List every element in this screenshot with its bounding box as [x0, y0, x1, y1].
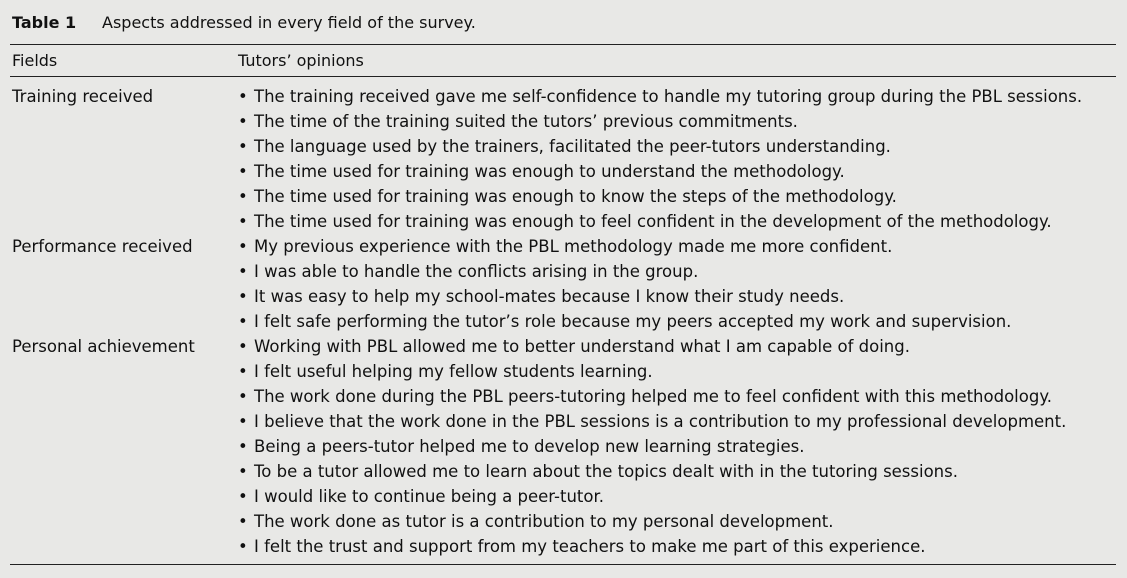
opinion-text: To be a tutor allowed me to learn about the topics dealt with in the tutoring sessions.: [254, 462, 958, 481]
table-header-row: [0, 50, 1127, 72]
bullet-icon: •: [238, 212, 248, 231]
opinion-text: The time used for training was enough to know the steps of the methodology.: [254, 187, 897, 206]
bullet-icon: •: [238, 462, 248, 481]
bullet-icon: •: [238, 512, 248, 531]
table-caption: [12, 12, 476, 34]
opinion-text: The time of the training suited the tutors’ previous commitments.: [254, 112, 798, 131]
field-group: [0, 334, 1127, 559]
bullet-icon: •: [238, 262, 248, 281]
opinion-item: [238, 359, 1127, 384]
opinion-text: I believe that the work done in the PBL sessions is a contribution to my professional development.: [254, 412, 1067, 431]
opinion-item: [238, 459, 1127, 484]
opinion-text: Being a peers-tutor helped me to develop new learning strategies.: [254, 437, 805, 456]
opinion-text: Working with PBL allowed me to better understand what I am capable of doing.: [254, 337, 910, 356]
header-tutors-opinions: Tutors’ opinions: [238, 51, 364, 70]
field-name: Personal achievement: [12, 337, 195, 356]
bullet-icon: •: [238, 537, 248, 556]
opinion-text: I would like to continue being a peer-tutor.: [254, 487, 604, 506]
opinion-item: [238, 84, 1127, 109]
opinion-text: The time used for training was enough to feel confident in the development of the methodology.: [254, 212, 1052, 231]
opinion-item: [238, 434, 1127, 459]
bullet-icon: •: [238, 162, 248, 181]
opinion-item: [238, 134, 1127, 159]
field-group: [0, 234, 1127, 334]
bullet-icon: •: [238, 437, 248, 456]
opinion-item: [238, 534, 1127, 559]
opinion-text: I was able to handle the conflicts arising in the group.: [254, 262, 699, 281]
table-top-rule: [10, 44, 1116, 45]
bullet-icon: •: [238, 412, 248, 431]
table-label: Table 1: [12, 13, 77, 32]
opinion-item: [238, 259, 1127, 284]
opinion-item: [238, 484, 1127, 509]
opinion-text: I felt useful helping my fellow students learning.: [254, 362, 653, 381]
opinion-text: The work done during the PBL peers-tutoring helped me to feel confident with this methodology.: [254, 387, 1052, 406]
table-body: [0, 84, 1127, 559]
bullet-icon: •: [238, 362, 248, 381]
opinion-item: [238, 309, 1127, 334]
bullet-icon: •: [238, 112, 248, 131]
bullet-icon: •: [238, 137, 248, 156]
opinion-item: [238, 159, 1127, 184]
field-group: [0, 84, 1127, 234]
opinion-item: [238, 184, 1127, 209]
opinion-text: The training received gave me self-confidence to handle my tutoring group during the PBL sessions.: [254, 87, 1083, 106]
bullet-icon: •: [238, 187, 248, 206]
table-bottom-rule: [10, 564, 1116, 565]
table-caption-text: Aspects addressed in every field of the survey.: [102, 13, 476, 32]
bullet-icon: •: [238, 387, 248, 406]
opinion-item: [238, 509, 1127, 534]
bullet-icon: •: [238, 337, 248, 356]
opinion-list: [238, 234, 1127, 334]
opinion-item: [238, 284, 1127, 309]
opinion-text: The time used for training was enough to understand the methodology.: [254, 162, 845, 181]
opinion-item: [238, 334, 1127, 359]
field-name: Training received: [12, 87, 154, 106]
opinion-text: My previous experience with the PBL methodology made me more confident.: [254, 237, 893, 256]
bullet-icon: •: [238, 487, 248, 506]
opinion-text: It was easy to help my school-mates because I know their study needs.: [254, 287, 845, 306]
opinion-text: The language used by the trainers, facilitated the peer-tutors understanding.: [254, 137, 891, 156]
opinion-item: [238, 384, 1127, 409]
opinion-text: I felt safe performing the tutor’s role because my peers accepted my work and supervision.: [254, 312, 1012, 331]
opinion-list: [238, 334, 1127, 559]
bullet-icon: •: [238, 237, 248, 256]
header-fields: Fields: [12, 51, 58, 70]
opinion-text: I felt the trust and support from my teachers to make me part of this experience.: [254, 537, 926, 556]
opinion-item: [238, 409, 1127, 434]
opinion-list: [238, 84, 1127, 234]
opinion-item: [238, 234, 1127, 259]
opinion-item: [238, 109, 1127, 134]
bullet-icon: •: [238, 312, 248, 331]
table-header-rule: [10, 76, 1116, 77]
bullet-icon: •: [238, 287, 248, 306]
opinion-text: The work done as tutor is a contribution to my personal development.: [254, 512, 834, 531]
field-name: Performance received: [12, 237, 193, 256]
opinion-item: [238, 209, 1127, 234]
bullet-icon: •: [238, 87, 248, 106]
